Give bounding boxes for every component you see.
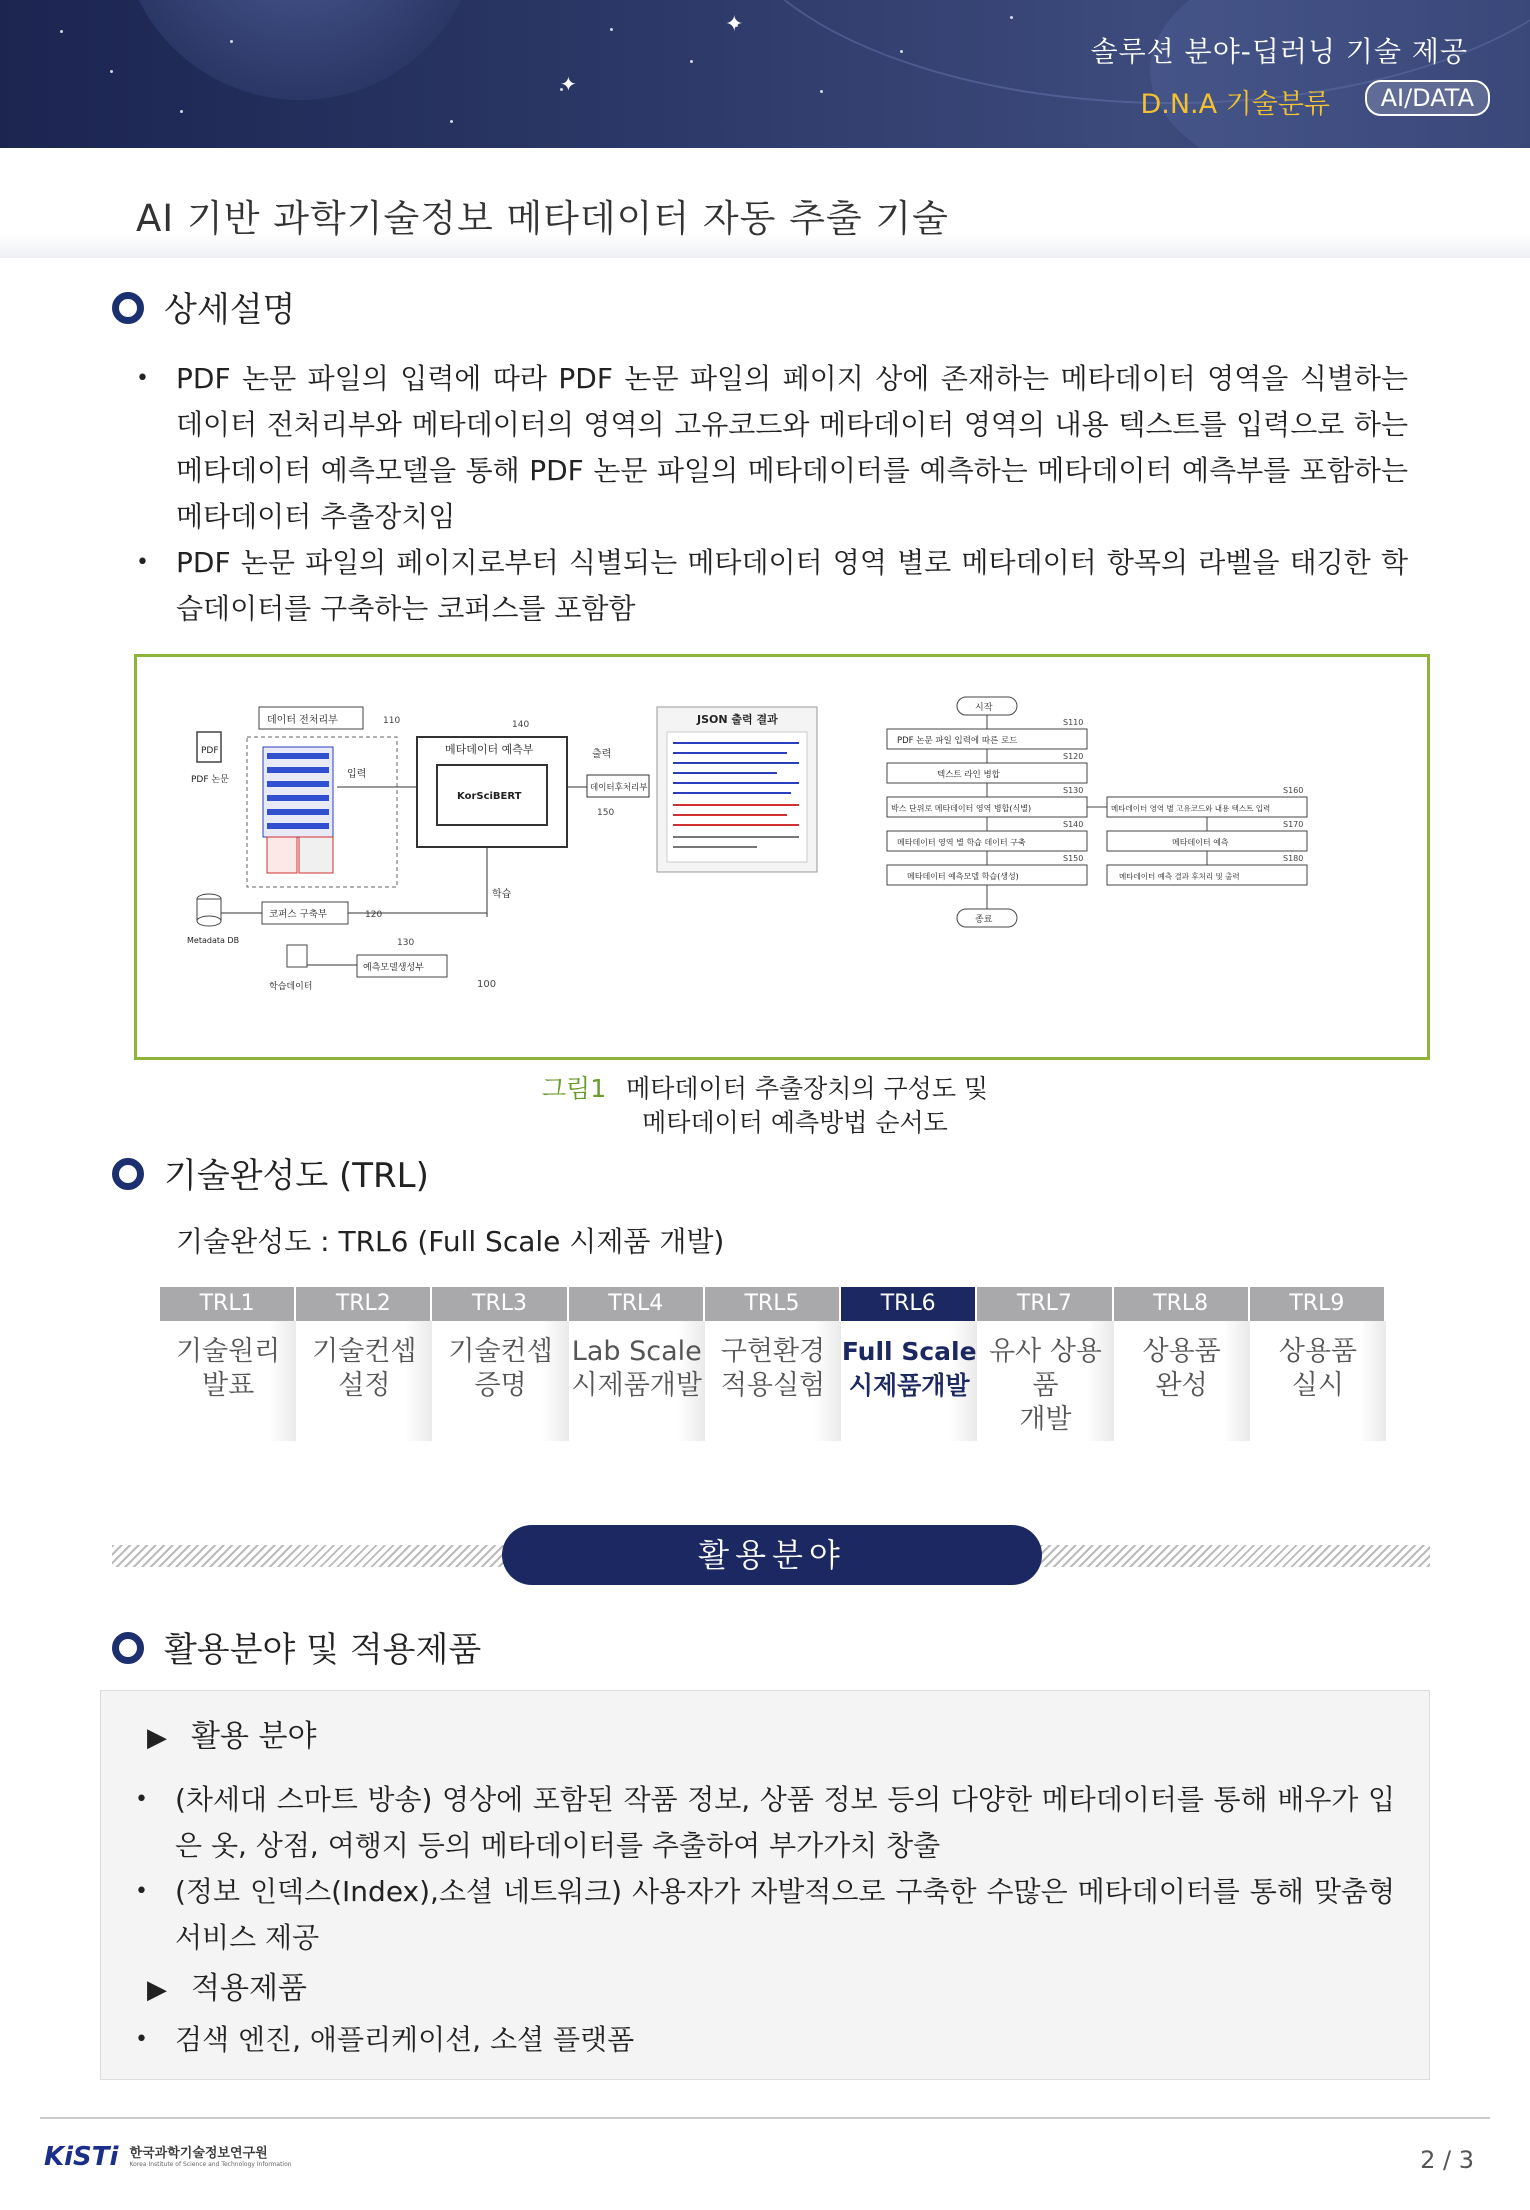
pdf-icon-label: PDF bbox=[201, 746, 219, 756]
trl-level-desc: 상용품 실시 bbox=[1250, 1321, 1386, 1441]
svg-text:S170: S170 bbox=[1283, 820, 1304, 829]
flow-end: 종료 bbox=[975, 915, 993, 925]
org-name: 한국과학기술정보연구원 bbox=[129, 2146, 268, 2161]
trl-level-label: TRL9 bbox=[1250, 1287, 1386, 1321]
banner-arc bbox=[1150, 0, 1530, 148]
preproc-label: 데이터 전처리부 bbox=[267, 715, 338, 726]
flow-step: 메타데이터 예측모델 학습(생성) bbox=[907, 872, 1019, 881]
usage-bullets bbox=[135, 1777, 1395, 1961]
figure-frame bbox=[134, 654, 1430, 1060]
flowchart-diagram bbox=[867, 687, 1387, 1047]
list-item: • PDF 논문 파일의 입력에 따라 PDF 논문 파일의 페이지 상에 존재하는 메타데이터 영역을 식별하는 데이터 전처리부와 메타데이터의 영역의 고유코드와 메타데이터 영역의 내용 텍스트를 입력으로 하는 메타데이터 예측모델을 통해 PDF 논문 파일의 메타데이터를 예측하는 메타데이터 예측부를 포함하는 메타데이터 추출장치임 bbox=[136, 356, 1408, 540]
postproc-label: 데이터후처리부 bbox=[590, 783, 648, 793]
trl-level-label: TRL3 bbox=[432, 1287, 568, 1321]
banner-subtitle: 솔루션 분야-딥러닝 기술 제공 bbox=[1090, 35, 1468, 68]
product-bullets bbox=[135, 2017, 1395, 2063]
svg-text:S150: S150 bbox=[1063, 854, 1084, 863]
trl-level-label: TRL5 bbox=[705, 1287, 841, 1321]
corpus-label: 코퍼스 구축부 bbox=[269, 909, 328, 920]
predictor-label: 메타데이터 예측부 bbox=[445, 743, 534, 756]
flow-step: 메타데이터 예측 bbox=[1172, 838, 1229, 847]
flow-step: 박스 단위로 메타데이터 영역 병합(식별) bbox=[891, 804, 1032, 813]
page-number: 2 / 3 bbox=[1420, 2146, 1474, 2174]
products-subheading: ▶ 적용제품 bbox=[147, 1971, 307, 2006]
triangle-right-icon: ▶ bbox=[147, 1723, 167, 1753]
trl-level-desc: 상용품 완성 bbox=[1114, 1321, 1250, 1441]
header-banner bbox=[0, 0, 1530, 148]
list-item: • (차세대 스마트 방송) 영상에 포함된 작품 정보, 상품 정보 등의 다양한 메타데이터를 통해 배우가 입은 옷, 상점, 여행지 등의 메타데이터를 추출하여 부가가치 창출 bbox=[135, 1777, 1395, 1869]
svg-text:S130: S130 bbox=[1063, 786, 1084, 795]
trl-heading: 기술완성도 (TRL) bbox=[112, 1148, 429, 1197]
trl-level-label-active: TRL6 bbox=[841, 1287, 977, 1321]
trl-level-desc: Lab Scale 시제품개발 bbox=[569, 1321, 705, 1441]
learn-label: 학습 bbox=[492, 889, 512, 900]
logo-mark: KiSTi bbox=[44, 2142, 119, 2172]
caption-line: 메타데이터 추출장치의 구성도 및 bbox=[626, 1074, 989, 1103]
org-name-en: Korea Institute of Science and Technology Information bbox=[129, 2161, 292, 2168]
trl-level-desc: 유사 상용품 개발 bbox=[977, 1321, 1113, 1441]
model-label: KorSciBERT bbox=[457, 791, 522, 802]
list-item: • (정보 인덱스(Index),소셜 네트워크) 사용자가 자발적으로 구축한 수많은 메타데이터를 통해 맞춤형 서비스 제공 bbox=[135, 1869, 1395, 1961]
svg-text:130: 130 bbox=[397, 938, 415, 948]
system-diagram bbox=[187, 687, 827, 1047]
bullet-ring-icon bbox=[112, 292, 144, 324]
dna-label: D.N.A 기술분류 bbox=[1140, 89, 1330, 120]
trl-level-label: TRL4 bbox=[569, 1287, 705, 1321]
banner-arc bbox=[120, 0, 480, 100]
triangle-right-icon: ▶ bbox=[147, 1975, 167, 2005]
svg-text:S160: S160 bbox=[1283, 786, 1304, 795]
kisti-logo bbox=[44, 2142, 292, 2172]
svg-text:S140: S140 bbox=[1063, 820, 1084, 829]
trl-level-desc-active: Full Scale 시제품개발 bbox=[841, 1321, 977, 1441]
trl-level-label: TRL1 bbox=[160, 1287, 296, 1321]
detail-heading: 상세설명 bbox=[112, 282, 295, 331]
sparkle-icon: ✦ bbox=[560, 72, 577, 96]
flow-step: PDF 논문 파일 입력에 따른 로드 bbox=[897, 736, 1018, 746]
flow-step: 메타데이터 영역 별 학습 데이터 구축 bbox=[897, 838, 1026, 847]
svg-text:S110: S110 bbox=[1063, 718, 1084, 727]
output-label: 출력 bbox=[592, 749, 612, 760]
svg-text:120: 120 bbox=[365, 910, 383, 920]
flow-step: 텍스트 라인 병합 bbox=[937, 770, 1000, 780]
train-data-label: 학습데이터 bbox=[269, 982, 313, 992]
page-title: AI 기반 과학기술정보 메타데이터 자동 추출 기술 bbox=[136, 197, 949, 240]
svg-text:110: 110 bbox=[383, 716, 401, 726]
footer-divider bbox=[40, 2117, 1490, 2119]
detail-bullets bbox=[136, 356, 1408, 632]
trainer-label: 예측모델생성부 bbox=[363, 963, 424, 973]
hatch-divider bbox=[112, 1545, 512, 1567]
usage-box bbox=[100, 1690, 1430, 2080]
db-label: Metadata DB bbox=[187, 936, 240, 945]
trl-level-desc: 기술컨셉 설정 bbox=[296, 1321, 432, 1441]
trl-level-desc: 구현환경 적용실험 bbox=[705, 1321, 841, 1441]
flow-step: 메타데이터 예측 결과 후처리 및 출력 bbox=[1119, 872, 1240, 881]
list-item: • PDF 논문 파일의 페이지로부터 식별되는 메타데이터 영역 별로 메타데이터 항목의 라벨을 태깅한 학습데이터를 구축하는 코퍼스를 포함함 bbox=[136, 540, 1408, 632]
trl-level-desc: 기술원리 발표 bbox=[160, 1321, 296, 1441]
flow-start: 시작 bbox=[975, 703, 993, 713]
list-item: • 검색 엔진, 애플리케이션, 소셜 플랫폼 bbox=[135, 2017, 1395, 2063]
sparkle-icon: ✦ bbox=[725, 12, 744, 37]
trl-level-label: TRL8 bbox=[1114, 1287, 1250, 1321]
svg-text:150: 150 bbox=[597, 808, 615, 818]
usage-subheading: ▶ 활용 분야 bbox=[147, 1719, 317, 1754]
caption-label: 그림1 bbox=[541, 1074, 607, 1103]
caption-line: 메타데이터 예측방법 순서도 bbox=[642, 1108, 948, 1137]
usage-banner-pill: 활용분야 bbox=[502, 1525, 1042, 1585]
trl-level-desc: 기술컨셉 증명 bbox=[432, 1321, 568, 1441]
trl-level-label: TRL2 bbox=[296, 1287, 432, 1321]
bullet-ring-icon bbox=[112, 1632, 144, 1664]
usage-heading: 활용분야 및 적용제품 bbox=[112, 1622, 481, 1671]
svg-text:100: 100 bbox=[477, 979, 497, 990]
svg-text:140: 140 bbox=[512, 720, 530, 730]
flow-step: 메타데이터 영역 별 고유코드와 내용 텍스트 입력 bbox=[1111, 804, 1271, 813]
svg-text:S120: S120 bbox=[1063, 752, 1084, 761]
svg-text:S180: S180 bbox=[1283, 854, 1304, 863]
input-label: 입력 bbox=[347, 769, 367, 780]
title-bar bbox=[0, 148, 1530, 258]
trl-table bbox=[160, 1287, 1386, 1441]
category-tag: AI/DATA bbox=[1365, 80, 1490, 116]
usage-section-bar bbox=[112, 1525, 1430, 1585]
figure-caption bbox=[0, 1072, 1530, 1140]
json-title: JSON 출력 결과 bbox=[697, 713, 778, 726]
bullet-ring-icon bbox=[112, 1158, 144, 1190]
pdf-label: PDF 논문 bbox=[191, 775, 229, 785]
hatch-divider bbox=[1032, 1545, 1430, 1567]
trl-level-label: TRL7 bbox=[977, 1287, 1113, 1321]
trl-summary: 기술완성도 : TRL6 (Full Scale 시제품 개발) bbox=[176, 1225, 725, 1258]
